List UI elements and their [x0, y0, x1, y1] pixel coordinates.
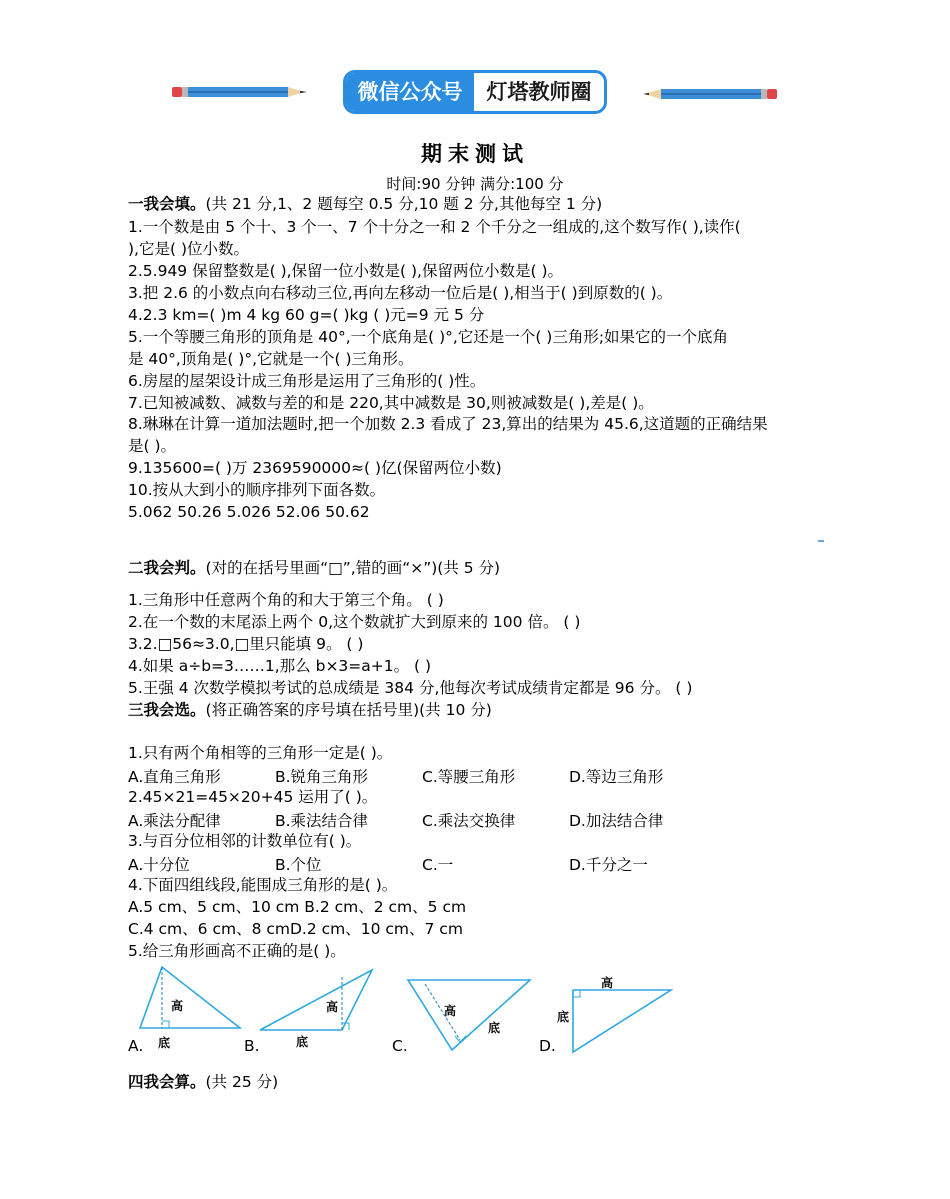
- triangle-d: [573, 990, 671, 1052]
- fig-b-label: B.: [244, 1037, 260, 1055]
- section3-heading: [128, 700, 492, 720]
- s3-q5: 5.给三角形画高不正确的是( )。: [128, 942, 346, 960]
- fig-a-label: A.: [128, 1037, 144, 1055]
- s1-line-10: 8.琳琳在计算一道加法题时,把一个加数 2.3 看成了 23,算出的结果为 45.6,这道题的正确结果: [128, 415, 768, 433]
- fig-b-height-label: 高: [326, 1000, 339, 1014]
- fig-a-height-label: 高: [171, 999, 184, 1013]
- fig-c-label: C.: [392, 1037, 408, 1055]
- s3-q1-opt-d: D.等边三角形: [569, 768, 664, 786]
- section2-heading-note: (对的在括号里画“□”,错的画“×”)(共 5 分): [205, 559, 501, 577]
- section1-heading: [128, 194, 602, 214]
- s3-q2: 2.45×21=45×20+45 运用了( )。: [128, 788, 378, 806]
- s3-q1-opt-b: B.锐角三角形: [275, 768, 369, 786]
- s3-q2-opt-a: A.乘法分配律: [128, 812, 221, 830]
- s1-line-6: 5.一个等腰三角形的顶角是 40°,一个底角是( )°,它还是一个( )三角形;如果它的一个底角: [128, 328, 729, 346]
- s3-q3-opt-d: D.千分之一: [569, 856, 648, 874]
- s2-line-2: 2.在一个数的末尾添上两个 0,这个数就扩大到原来的 100 倍。 ( ): [128, 613, 581, 631]
- s1-line-4: 3.把 2.6 的小数点向右移动三位,再向左移动一位后是( ),相当于( )到原数的( )。: [128, 284, 673, 302]
- section1-heading-note: (共 21 分,1、2 题每空 0.5 分,10 题 2 分,其他每空 1 分): [205, 195, 603, 213]
- s1-line-5: 4.2.3 km=( )m 4 kg 60 g=( )kg ( )元=9 元 5 分: [128, 306, 485, 324]
- s1-line-1: 1.一个数是由 5 个十、3 个一、7 个十分之一和 2 个千分之一组成的,这个数写作( ),读作(: [128, 218, 741, 236]
- wechat-banner: [343, 70, 607, 114]
- triangle-b: [260, 970, 372, 1030]
- s1-line-11: 是( )。: [128, 437, 177, 455]
- s3-q4-line2: C.4 cm、6 cm、8 cmD.2 cm、10 cm、7 cm: [128, 920, 463, 938]
- s2-line-1: 1.三角形中任意两个角的和大于第三个角。 ( ): [128, 591, 444, 609]
- s3-q4-line1: A.5 cm、5 cm、10 cm B.2 cm、2 cm、5 cm: [128, 898, 467, 916]
- s2-line-5: 5.王强 4 次数学模拟考试的总成绩是 384 分,他每次考试成绩肯定都是 96 分。 ( ): [128, 679, 693, 697]
- section2-heading-bold: 二我会判。: [128, 559, 206, 577]
- s1-line-8: 6.房屋的屋架设计成三角形是运用了三角形的( )性。: [128, 372, 486, 390]
- s3-q3-opt-b: B.个位: [275, 856, 322, 874]
- s3-q2-opt-d: D.加法结合律: [569, 812, 664, 830]
- right-angle-a: [162, 1021, 169, 1028]
- section4-heading-note: (共 25 分): [205, 1073, 279, 1091]
- s3-q1: 1.只有两个角相等的三角形一定是( )。: [128, 744, 393, 762]
- section2-heading: [128, 558, 500, 578]
- pencil-right-icon: [643, 87, 777, 101]
- exam-info: 时间:90 分钟 满分:100 分: [386, 175, 564, 193]
- fig-d-label: D.: [539, 1037, 556, 1055]
- fig-c-height-label: 高: [444, 1004, 457, 1018]
- triangle-a: [140, 967, 240, 1028]
- fig-c-base-label: 底: [488, 1021, 501, 1035]
- s1-line-9: 7.已知被减数、减数与差的和是 220,其中减数是 30,则被减数是( ),差是( )。: [128, 394, 654, 412]
- s2-line-4: 4.如果 a÷b=3……1,那么 b×3=a+1。 ( ): [128, 657, 432, 675]
- s1-line-13: 10.按从大到小的顺序排列下面各数。: [128, 481, 386, 499]
- banner-left-text: 微信公众号: [346, 73, 474, 111]
- section3-heading-bold: 三我会选。: [128, 701, 206, 719]
- s3-q2-opt-b: B.乘法结合律: [275, 812, 369, 830]
- s3-q1-opt-a: A.直角三角形: [128, 768, 221, 786]
- page-title: 期末测试: [421, 141, 529, 166]
- s3-q3-opt-c: C.一: [422, 856, 454, 874]
- s1-line-2: ),它是( )位小数。: [128, 240, 249, 258]
- right-angle-d: [573, 990, 580, 997]
- fig-d-height-label: 高: [601, 976, 614, 990]
- triangle-c: [408, 980, 530, 1050]
- s3-q1-opt-c: C.等腰三角形: [422, 768, 516, 786]
- pencil-left-icon: [172, 85, 308, 99]
- section4-heading: [128, 1072, 278, 1092]
- fig-d-base-label: 底: [557, 1010, 570, 1024]
- s2-line-3: 3.2.□56≈3.0,□里只能填 9。 ( ): [128, 635, 364, 653]
- s1-line-3: 2.5.949 保留整数是( ),保留一位小数是( ),保留两位小数是( )。: [128, 262, 564, 280]
- section3-heading-note: (将正确答案的序号填在括号里)(共 10 分): [205, 701, 492, 719]
- s3-q2-opt-c: C.乘法交换律: [422, 812, 516, 830]
- s1-line-14: 5.062 50.26 5.026 52.06 50.62: [128, 503, 370, 521]
- decorative-dash: [818, 540, 824, 542]
- fig-a-base-label: 底: [158, 1036, 171, 1050]
- s1-line-7: 是 40°,顶角是( )°,它就是一个( )三角形。: [128, 350, 414, 368]
- section1-heading-bold: 一我会填。: [128, 195, 206, 213]
- s3-q4: 4.下面四组线段,能围成三角形的是( )。: [128, 876, 398, 894]
- banner-right-text: 灯塔教师圈: [486, 80, 592, 104]
- s3-q3-opt-a: A.十分位: [128, 856, 190, 874]
- s1-line-12: 9.135600=( )万 2369590000≈( )亿(保留两位小数): [128, 459, 502, 477]
- s3-q3: 3.与百分位相邻的计数单位有( )。: [128, 832, 362, 850]
- section4-heading-bold: 四我会算。: [128, 1073, 206, 1091]
- fig-b-base-label: 底: [296, 1035, 309, 1049]
